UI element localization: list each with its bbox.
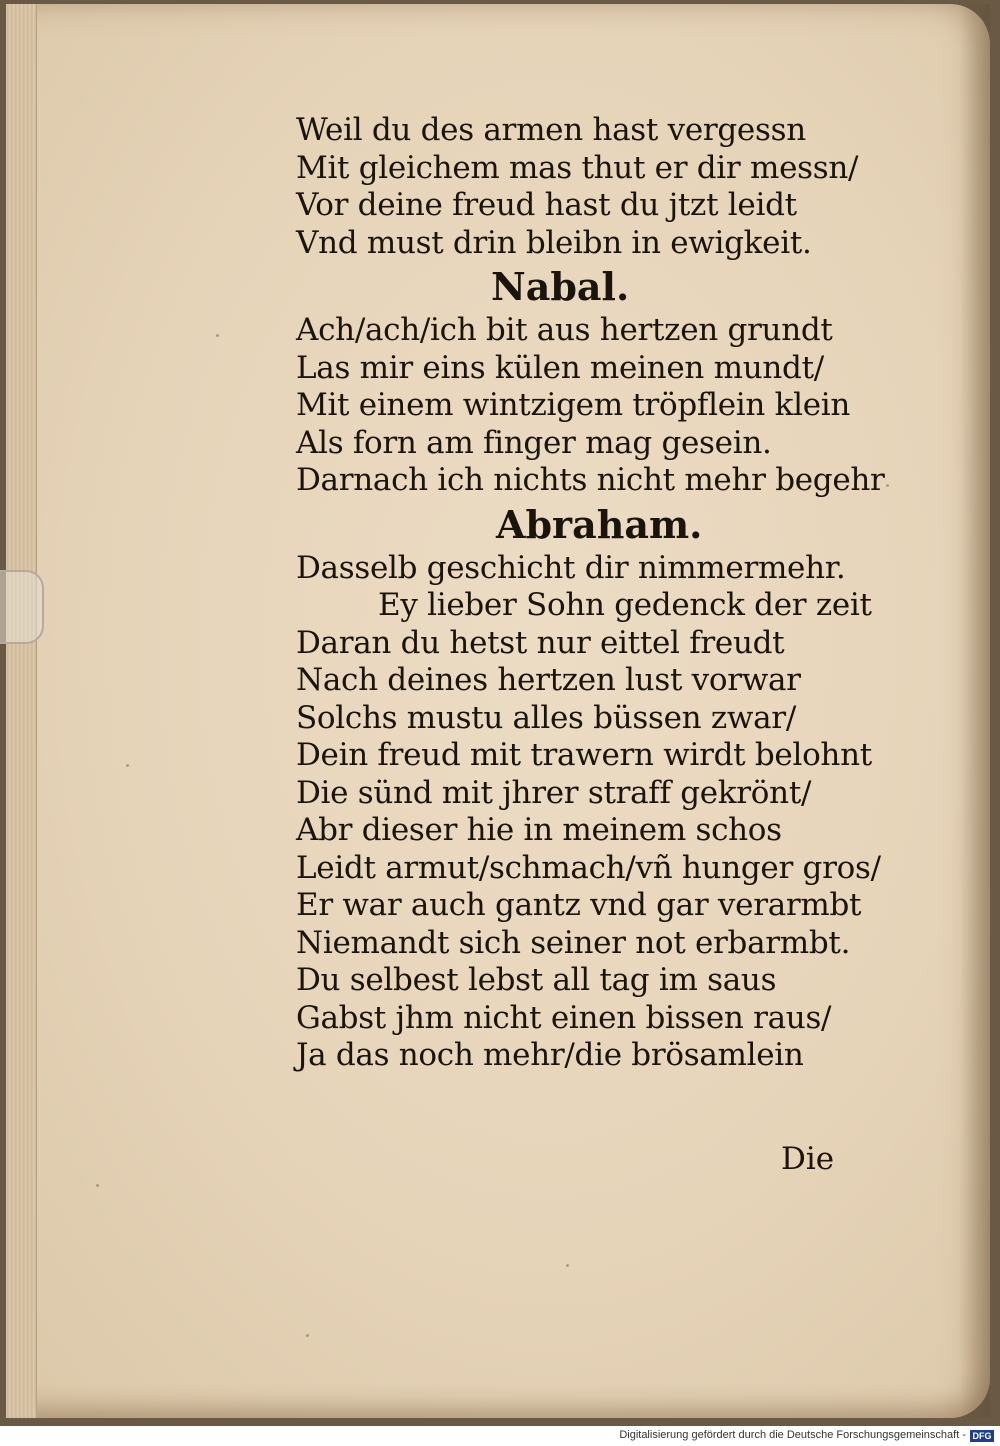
paper-speck <box>216 334 219 337</box>
verse-line: Vnd must drin bleibn in ewigkeit. <box>296 224 812 261</box>
page-gutter <box>6 4 37 1418</box>
footer-bar <box>0 1426 1000 1446</box>
paper-speck <box>566 1264 569 1267</box>
verse-line: Gabst jhm nicht einen bissen raus/ <box>296 999 832 1036</box>
verse-line: Abr dieser hie in meinem schos <box>296 812 782 848</box>
verse-line: Mit gleichem mas thut er dir messn/ <box>296 149 859 186</box>
catchword: Die <box>781 1141 835 1177</box>
funding-notice: Digitalisierung gefördert durch die Deutsche Forschungsgemeinschaft - <box>619 1429 966 1441</box>
verse-line: Ach/ach/ich bit aus hertzen grundt <box>296 312 833 348</box>
paper-speck <box>126 764 129 767</box>
verse-line: Weil du des armen hast vergessn <box>296 112 806 148</box>
verse-line: Nach deines hertzen lust vorwar <box>296 662 801 698</box>
speaker-heading-nabal: Nabal. <box>491 264 630 309</box>
verse-line: Du selbest lebst all tag im saus <box>296 962 777 998</box>
verse-line: Vor deine freud hast du jtzt leidt <box>296 187 797 223</box>
paper-speck <box>886 484 889 487</box>
verse-line: Las mir eins külen meinen mundt/ <box>296 349 824 386</box>
verse-line: Als forn am finger mag gesein. <box>296 424 772 461</box>
speaker-heading-abraham: Abraham. <box>496 501 703 547</box>
paper-speck <box>96 1184 99 1187</box>
verse-line: Solchs mustu alles büssen zwar/ <box>296 699 796 736</box>
dfg-logo-icon: DFG <box>970 1430 994 1442</box>
verse-line: Mit einem wintzigem tröpflein klein <box>296 387 851 423</box>
paper-speck <box>306 1334 309 1337</box>
verse-line: Ey lieber Sohn gedenck der zeit <box>378 587 872 623</box>
verse-line: Er war auch gantz vnd gar verarmbt <box>296 887 862 923</box>
verse-text <box>296 112 885 1075</box>
verse-line: Daran du hetst nur eittel freudt <box>296 624 785 661</box>
page-clip-tab <box>0 570 44 644</box>
page-edge-shadow <box>960 4 990 1418</box>
verse-line: Darnach ich nichts nicht mehr begehr <box>296 462 885 498</box>
book-page <box>6 4 990 1418</box>
verse-line: Dein freud mit trawern wirdt belohnt <box>296 737 872 773</box>
verse-line: Ja das noch mehr/die brösamlein <box>296 1037 804 1073</box>
verse-line: Dasselb geschicht dir nimmermehr. <box>296 549 846 586</box>
verse-line: Leidt armut/schmach/vñ hunger gros/ <box>296 849 881 886</box>
verse-line: Die sünd mit jhrer straff gekrönt/ <box>296 774 812 811</box>
verse-line: Niemandt sich seiner not erbarmbt. <box>296 924 851 961</box>
